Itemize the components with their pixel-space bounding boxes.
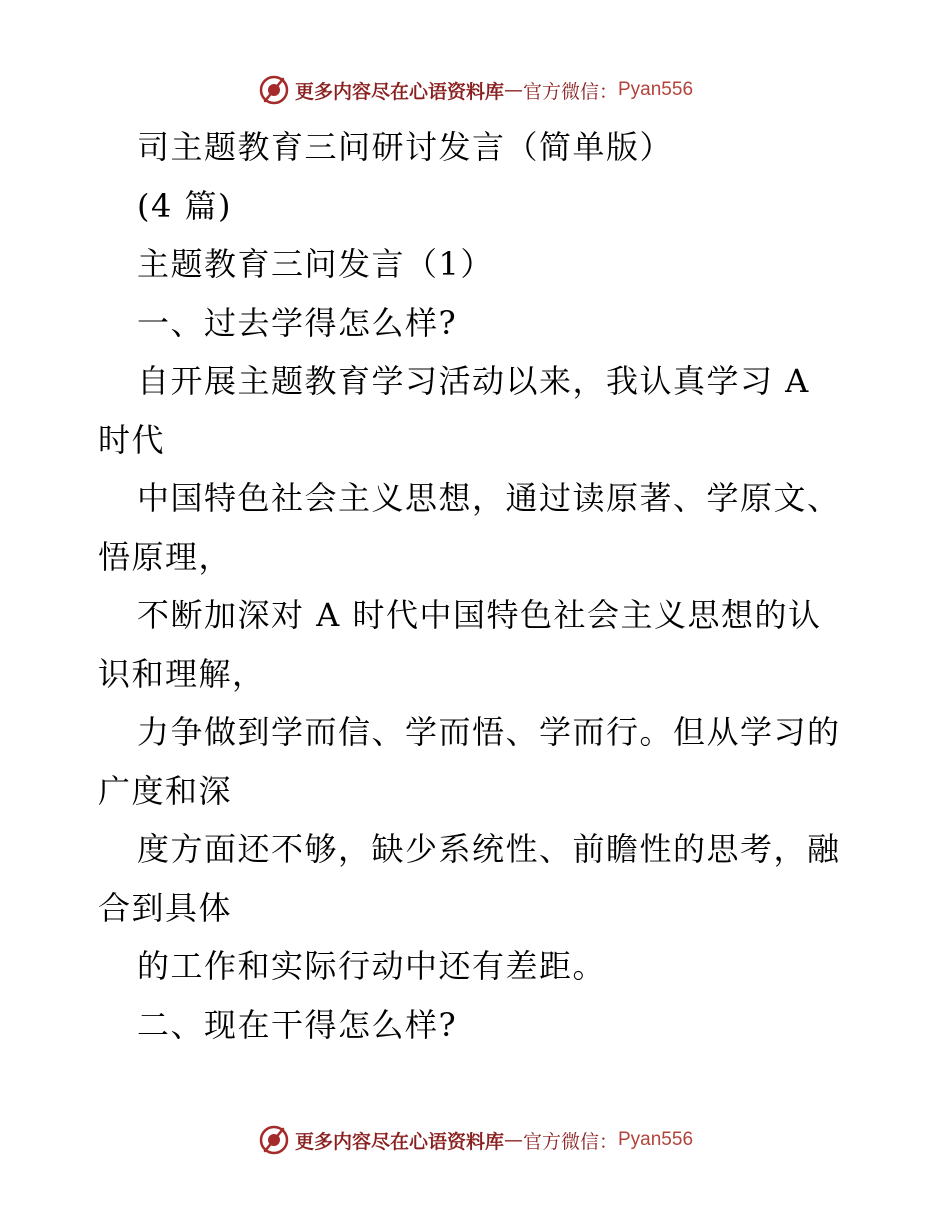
paragraph-line: 度方面还不够，缺少系统性、前瞻性的思考，融: [137, 830, 841, 868]
header-watermark: [0, 70, 950, 110]
watermark-main-text: 更多内容尽在心语资料库: [294, 1130, 504, 1153]
paragraph-line: 中国特色社会主义思想，通过读原著、学原文、: [137, 479, 841, 517]
question-heading-1: 一、过去学得怎么样?: [137, 303, 458, 342]
seal-logo-icon: [257, 73, 291, 107]
watermark-wechat-label: 官方微信：: [522, 80, 618, 103]
doc-title-line-1: 司主题教育三问研讨发言（简单版）: [137, 128, 674, 166]
watermark-dash: —: [503, 1129, 523, 1151]
paragraph-line: 力争做到学而信、学而悟、学而行。但从学习的: [137, 713, 841, 751]
document-body: [0, 118, 950, 1054]
paragraph-line: 识和理解，: [98, 654, 266, 693]
paragraph-line: 自开展主题教育学习活动以来，我认真学习 A: [137, 362, 810, 400]
paragraph-line: 不断加深对 A 时代中国特色社会主义思想的认: [137, 596, 822, 634]
watermark-main-text: 更多内容尽在心语资料库: [294, 80, 504, 103]
paragraph-line: 的工作和实际行动中还有差距。: [137, 947, 607, 985]
footer-watermark: [0, 1120, 950, 1160]
question-heading-2: 二、现在干得怎么样?: [137, 1005, 458, 1044]
watermark-dash: —: [503, 79, 523, 101]
watermark-wechat-id: Pyan556: [618, 79, 694, 100]
watermark-wechat-label: 官方微信：: [522, 1130, 618, 1153]
watermark-wechat-id: Pyan556: [618, 1129, 694, 1150]
doc-title-line-2: (4 篇): [137, 186, 233, 225]
seal-logo-icon: [257, 1123, 291, 1157]
paragraph-line: 广度和深: [98, 771, 233, 810]
paragraph-line: 时代: [98, 420, 166, 459]
paragraph-line: 悟原理，: [98, 537, 233, 576]
paragraph-line: 合到具体: [98, 888, 233, 927]
section-heading: 主题教育三问发言（1）: [137, 245, 494, 283]
